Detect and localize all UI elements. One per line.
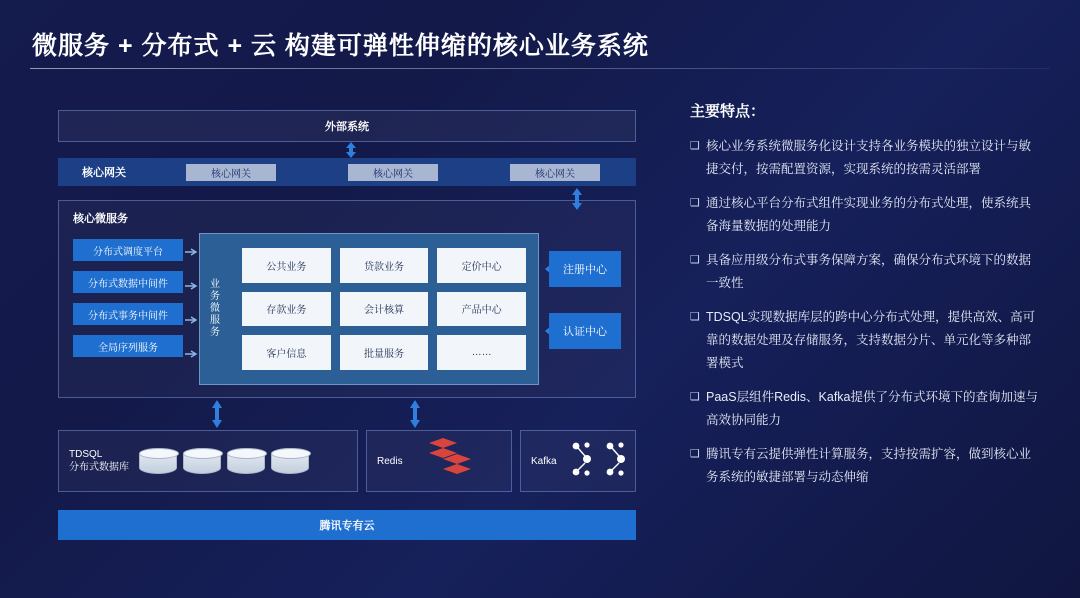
feature-list-section (690, 100, 1040, 500)
cloud-label: 腾讯专有云 (319, 520, 375, 532)
bullet-icon: ❑ (690, 140, 700, 152)
arrow-core-redis (408, 400, 422, 428)
bullet-icon: ❑ (690, 448, 700, 460)
tdsql-box (58, 430, 358, 492)
architecture-diagram (58, 110, 636, 545)
registry-center: 注册中心 (549, 251, 621, 287)
business-module: 产品中心 (437, 292, 526, 327)
data-layer-row (58, 430, 636, 492)
feature-item (690, 135, 1040, 181)
arrow-external-gateway (344, 142, 358, 158)
gateway-item: 核心网关 (186, 164, 276, 181)
redis-box (366, 430, 512, 492)
auth-center: 认证中心 (549, 313, 621, 349)
platform-component-list (73, 239, 183, 357)
bullet-icon: ❑ (690, 254, 700, 266)
tdsql-label-line2: 分布式数据库 (69, 462, 129, 473)
page-title: 微服务 + 分布式 + 云 构建可弹性伸缩的核心业务系统 (32, 32, 649, 60)
business-microservice-box (199, 233, 539, 385)
core-gateway-title: 核心网关 (82, 167, 126, 179)
arrow-gateway-core (570, 188, 584, 210)
platform-component: 分布式调度平台 (73, 239, 183, 261)
feature-text: 腾讯专有云提供弹性计算服务，支持按需扩容，做到核心业务系统的敏捷部署与动态伸缩 (706, 447, 1032, 484)
bullet-icon: ❑ (690, 197, 700, 209)
gateway-items (150, 158, 636, 186)
core-gateway-bar (58, 158, 636, 186)
bullet-icon: ❑ (690, 391, 700, 403)
platform-component: 分布式数据中间件 (73, 271, 183, 293)
kafka-icon (567, 440, 629, 483)
database-icon (139, 448, 177, 474)
tdsql-label-line1: TDSQL (69, 449, 103, 460)
business-module: 定价中心 (437, 248, 526, 283)
tdsql-label (69, 448, 129, 474)
platform-component: 全局序列服务 (73, 335, 183, 357)
feature-item (690, 249, 1040, 295)
business-module-grid (230, 234, 538, 384)
feature-text: 核心业务系统微服务化设计支持各业务模块的独立设计与敏捷交付，按需配置资源，实现系统的按需灵活部署 (706, 139, 1032, 176)
bullet-icon: ❑ (690, 311, 700, 323)
feature-item (690, 192, 1040, 238)
tencent-private-cloud-bar (58, 510, 636, 540)
gateway-item: 核心网关 (348, 164, 438, 181)
business-module: 批量服务 (340, 335, 429, 370)
business-microservice-label: 业务微服务 (210, 279, 220, 338)
database-cylinders (139, 448, 309, 474)
gateway-item: 核心网关 (510, 164, 600, 181)
kafka-box (520, 430, 636, 492)
database-icon (271, 448, 309, 474)
database-icon (227, 448, 265, 474)
redis-icon (415, 437, 479, 486)
feature-text: TDSQL实现数据库层的跨中心分布式处理，提供高效、高可靠的数据处理及存储服务，支持数据分片、单元化等多种部署模式 (706, 310, 1036, 370)
feature-list-heading: 主要特点： (690, 103, 766, 120)
feature-item (690, 306, 1040, 375)
platform-component: 分布式事务中间件 (73, 303, 183, 325)
kafka-label: Kafka (531, 455, 557, 467)
business-module: 存款业务 (242, 292, 331, 327)
feature-item (690, 443, 1040, 489)
business-module: 会计核算 (340, 292, 429, 327)
business-module: 公共业务 (242, 248, 331, 283)
feature-text: PaaS层组件Redis、Kafka提供了分布式环境下的查询加速与高效协同能力 (706, 390, 1039, 427)
core-microservice-panel (58, 200, 636, 398)
business-module: 贷款业务 (340, 248, 429, 283)
redis-label: Redis (377, 455, 403, 467)
core-microservice-title: 核心微服务 (73, 213, 128, 225)
arrow-core-tdsql (210, 400, 224, 428)
title-divider (30, 68, 1050, 69)
feature-text: 通过核心平台分布式组件实现业务的分布式处理，使系统具备海量数据的处理能力 (706, 196, 1032, 233)
database-icon (183, 448, 221, 474)
business-module: …… (437, 335, 526, 370)
feature-text: 具备应用级分布式事务保障方案，确保分布式环境下的数据一致性 (706, 253, 1032, 290)
service-registry-list (549, 251, 621, 349)
connector-left-arrows (185, 249, 197, 361)
feature-item (690, 386, 1040, 432)
external-systems-label: 外部系统 (325, 121, 369, 133)
external-systems-box (58, 110, 636, 142)
business-module: 客户信息 (242, 335, 331, 370)
